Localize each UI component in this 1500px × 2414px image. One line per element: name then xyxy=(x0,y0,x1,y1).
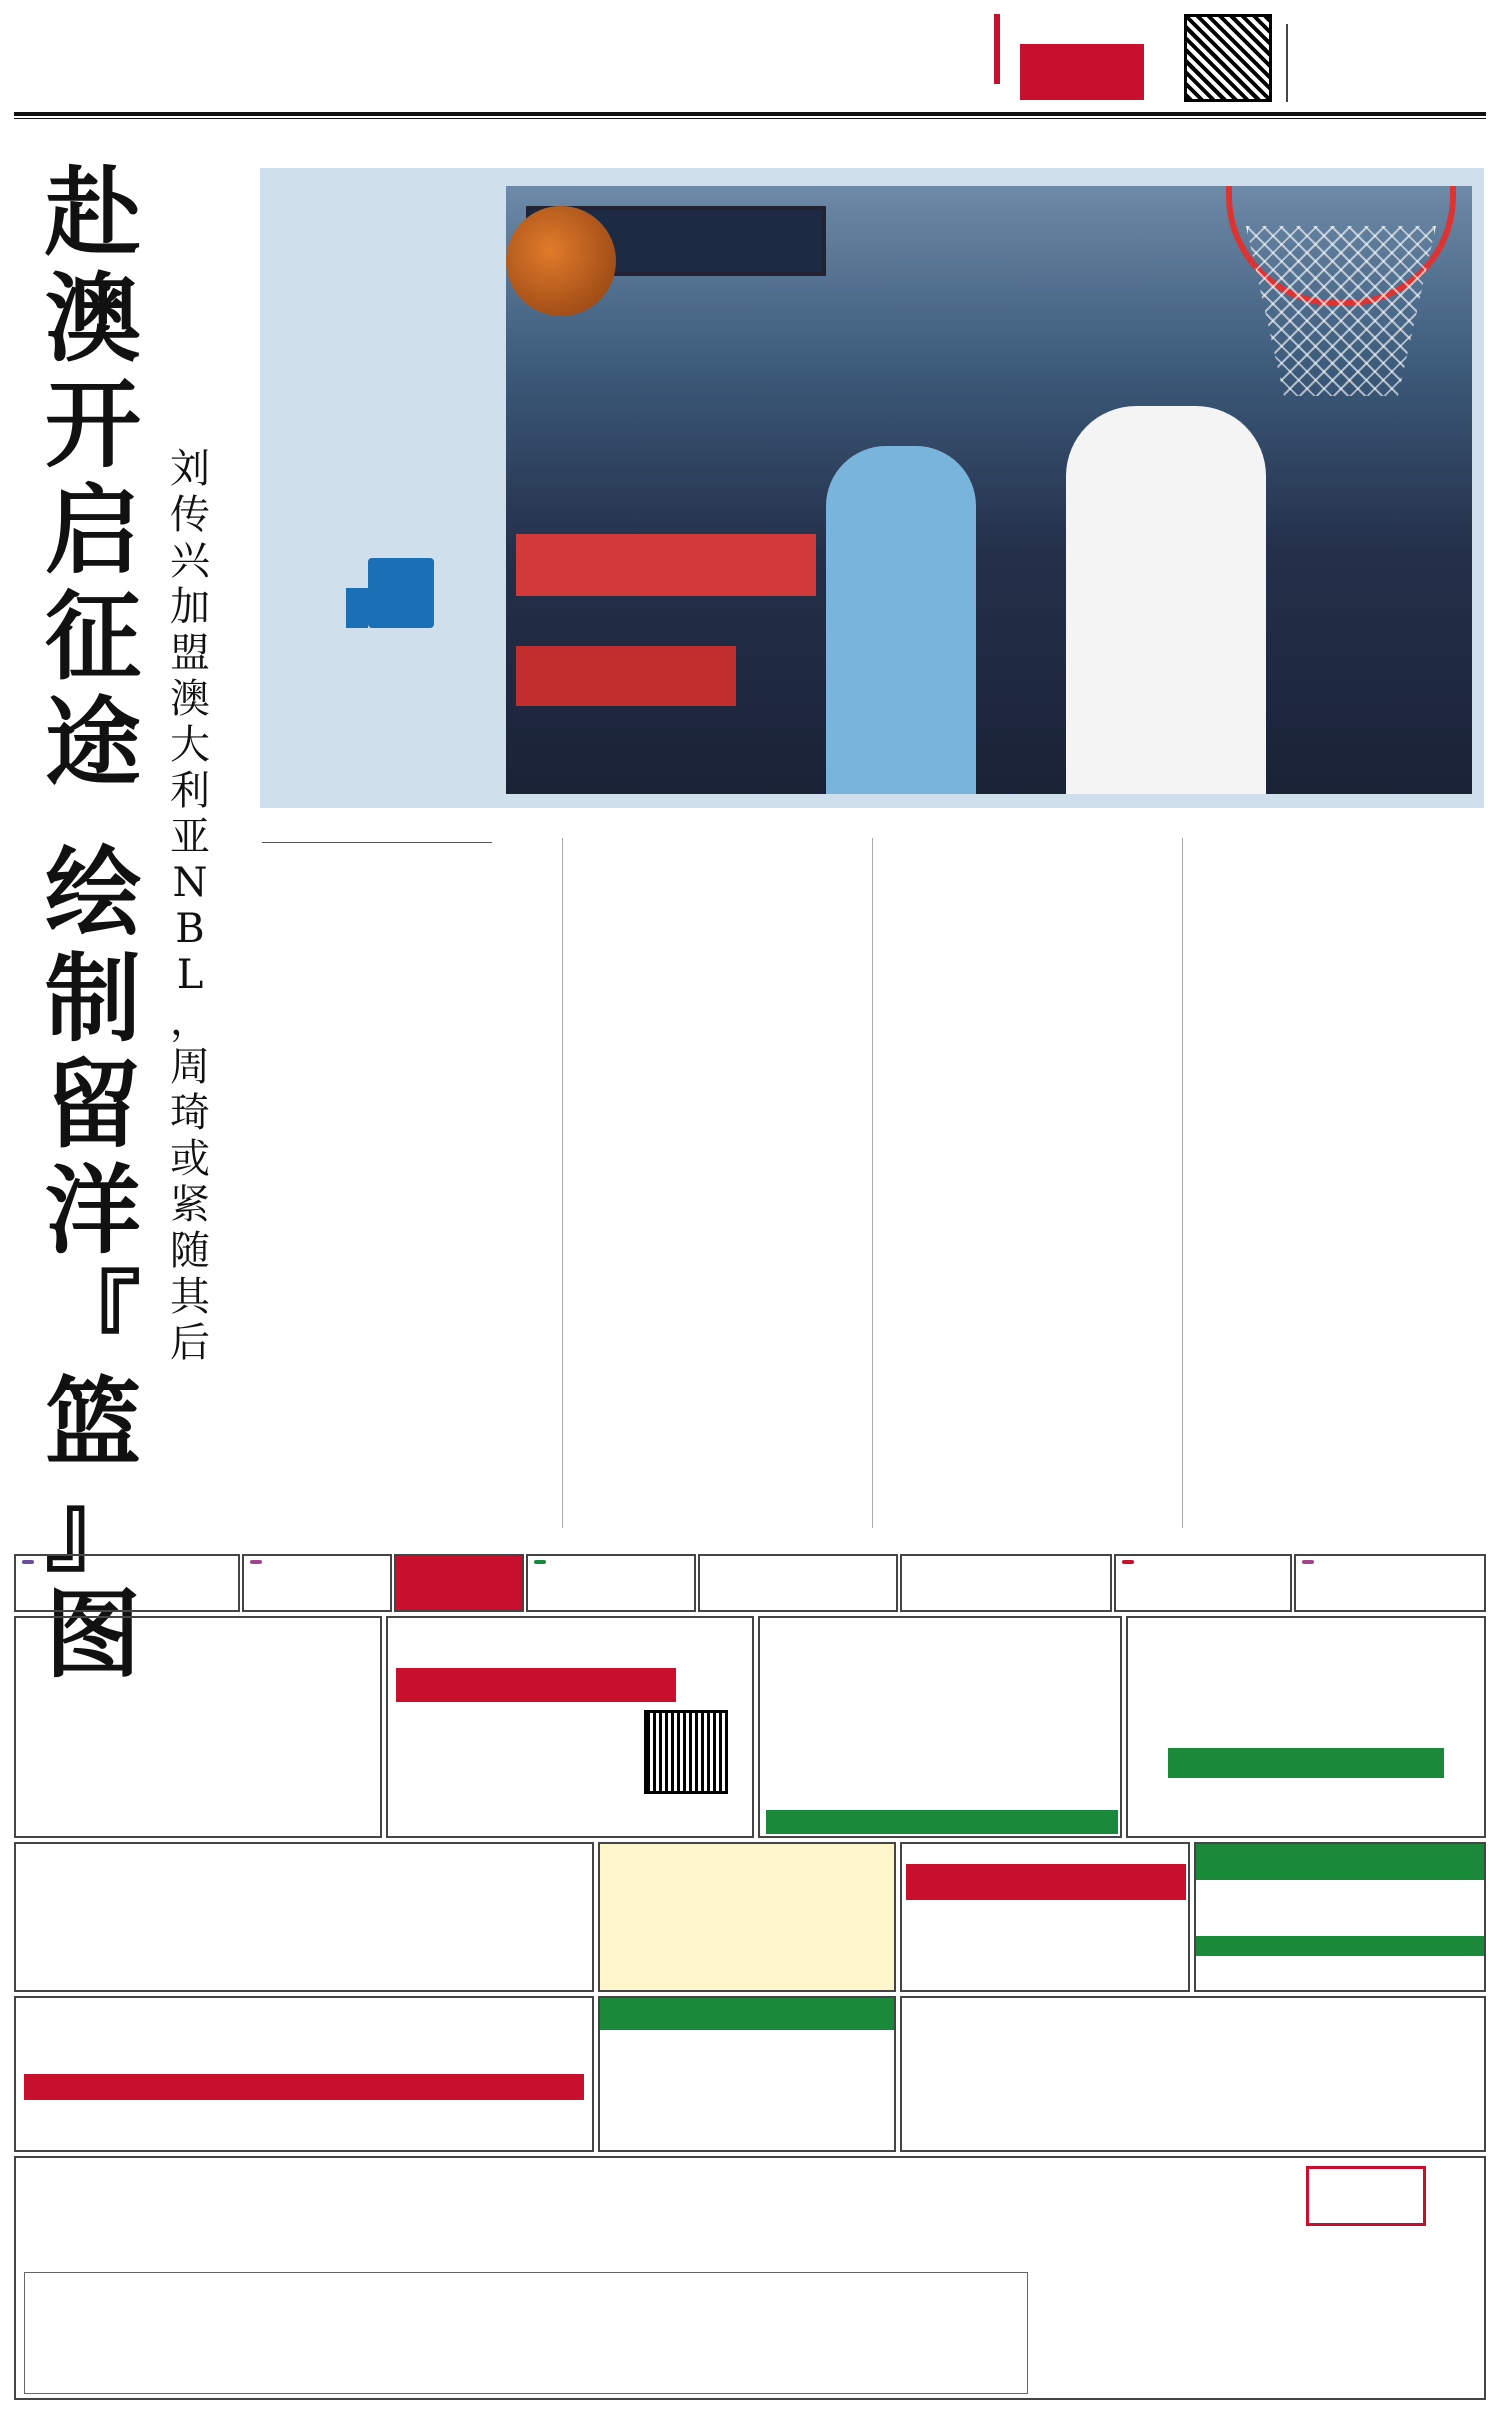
product-table xyxy=(24,2272,1028,2394)
ad-small-4[interactable] xyxy=(526,1554,696,1612)
ad-small-6[interactable] xyxy=(900,1554,1112,1612)
headline-char: 启 xyxy=(45,474,141,587)
subheadline-char: 琦 xyxy=(170,1090,210,1136)
subheadline-char: 周 xyxy=(170,1044,210,1090)
ad-small-8[interactable] xyxy=(1294,1554,1486,1612)
subheadline-char: 随 xyxy=(170,1228,210,1274)
headline xyxy=(38,156,148,1691)
headline-char: 『 xyxy=(45,1260,141,1373)
ad-sunset-apartment[interactable] xyxy=(598,1842,896,1992)
subheadline-char: 后 xyxy=(170,1320,210,1366)
headline-char: 洋 xyxy=(45,1154,141,1267)
classified-ads xyxy=(14,1554,1486,2400)
article-column-3 xyxy=(884,838,1174,852)
subheadline-char: B xyxy=(175,906,205,952)
ad-small-2[interactable] xyxy=(242,1554,392,1612)
subheadline-char: 紧 xyxy=(170,1182,210,1228)
article-column-2 xyxy=(572,838,862,852)
subheadline xyxy=(162,446,218,1366)
ad-senior-apartment[interactable] xyxy=(900,1842,1190,1992)
net xyxy=(1246,226,1436,396)
player-white xyxy=(1066,406,1266,794)
ad-business-park[interactable] xyxy=(758,1616,1122,1838)
qr-code-icon[interactable] xyxy=(644,1710,728,1794)
ad-calligraphy[interactable] xyxy=(14,1616,382,1838)
basketball-photo xyxy=(506,186,1472,794)
ad-community-care[interactable] xyxy=(598,1996,896,2152)
headline-char: 开 xyxy=(45,368,141,481)
ad-care-section[interactable] xyxy=(14,1842,594,1992)
arena-banner xyxy=(516,646,736,706)
speech-bubble-icon xyxy=(368,558,434,628)
headline-char: 澳 xyxy=(45,262,141,375)
subheadline-char: 刘 xyxy=(170,446,210,492)
headline-char xyxy=(38,796,148,840)
ad-nursing-home[interactable] xyxy=(1194,1842,1486,1992)
basketball-icon xyxy=(506,206,616,316)
headline-char: 绘 xyxy=(45,836,141,949)
ad-small-1[interactable] xyxy=(14,1554,240,1612)
arena-banner xyxy=(516,534,816,596)
ad-sea-cucumber[interactable] xyxy=(14,2156,1486,2400)
subheadline-char: 传 xyxy=(170,492,210,538)
subheadline-char: 兴 xyxy=(170,538,210,584)
section-tag xyxy=(1020,44,1144,100)
section-marker xyxy=(994,14,1154,94)
headline-char: 留 xyxy=(45,1048,141,1161)
subheadline-char: 或 xyxy=(170,1136,210,1182)
qr-code-icon[interactable] xyxy=(1184,14,1272,102)
player-blue xyxy=(826,446,976,794)
subheadline-char: N xyxy=(172,860,208,906)
headline-char: 图 xyxy=(45,1578,141,1691)
headline-char: 途 xyxy=(45,686,141,799)
subheadline-char: 加 xyxy=(170,584,210,630)
ad-old-liquor[interactable] xyxy=(386,1616,754,1838)
ad-office-rental[interactable] xyxy=(1126,1616,1486,1838)
brand-seal xyxy=(1306,2166,1426,2226)
issue-meta xyxy=(20,86,108,104)
subheadline-char: 其 xyxy=(170,1274,210,1320)
subheadline-char: L xyxy=(176,952,204,998)
subheadline-char: 澳 xyxy=(170,676,210,722)
ad-welfare-center[interactable] xyxy=(14,1996,594,2152)
ad-small-7[interactable] xyxy=(1114,1554,1292,1612)
subheadline-char: ， xyxy=(170,998,210,1044)
subheadline-char: 盟 xyxy=(170,630,210,676)
ad-small-3[interactable] xyxy=(394,1554,524,1612)
headline-char: 』 xyxy=(45,1472,141,1585)
subheadline-char: 大 xyxy=(170,722,210,768)
article-column-1 xyxy=(262,838,552,857)
subheadline-char: 利 xyxy=(170,768,210,814)
ad-elderly-service-center[interactable] xyxy=(900,1996,1486,2152)
headline-char: 篮 xyxy=(45,1366,141,1479)
headline-char: 赴 xyxy=(45,156,141,269)
ad-small-5[interactable] xyxy=(698,1554,898,1612)
page-header xyxy=(0,0,1500,126)
headline-char: 征 xyxy=(45,580,141,693)
subheadline-char: 亚 xyxy=(170,814,210,860)
headline-char: 制 xyxy=(45,942,141,1055)
